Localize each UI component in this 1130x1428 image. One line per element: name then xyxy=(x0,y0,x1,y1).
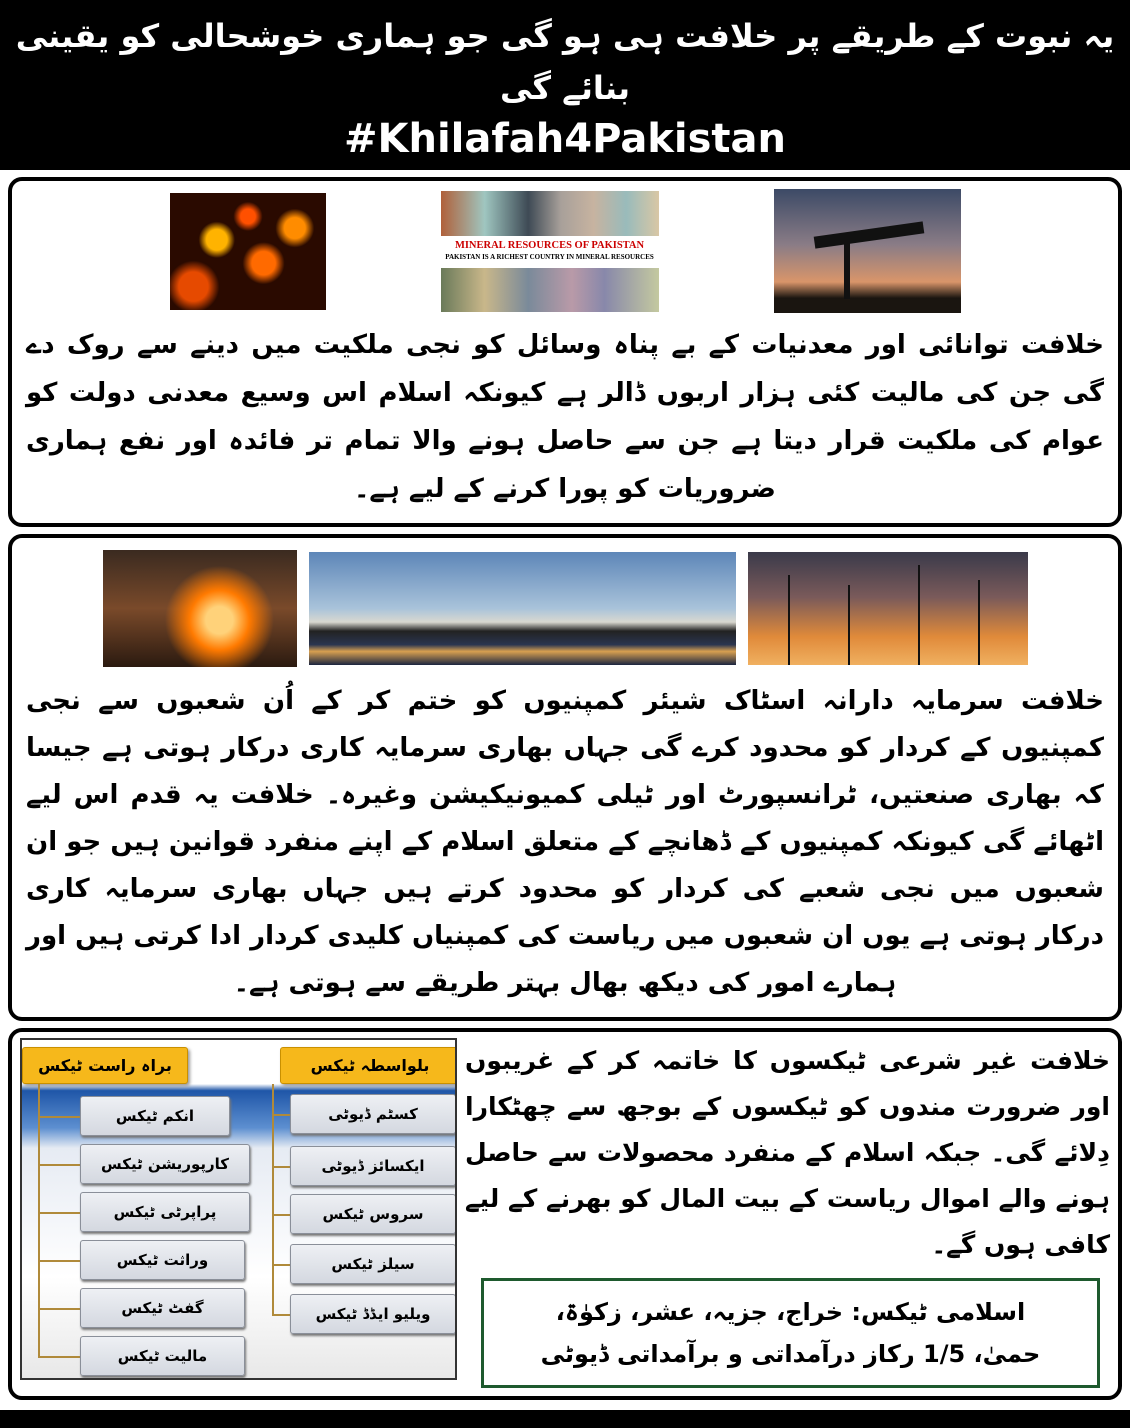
banner-title: یہ نبوت کے طریقے پر خلافت ہی ہو گی جو ہماری خوشحالی کو یقینی بنائے گی xyxy=(15,17,1115,107)
tax-chart xyxy=(20,1038,457,1380)
tax-item: پراپرٹی ٹیکس xyxy=(80,1192,250,1232)
industry-paragraph: خلافت سرمایہ دارانہ اسٹاک شیئر کمپنیوں کو ختم کر کے اُن شعبوں سے نجی کمپنیوں کے کردار کو محدود کرے گی جہاں بھاری سرمایہ کاری درکار ہوتی ہے جیسا کہ بھاری صنعتیں، ٹرانسپورٹ اور ٹیلی کمیونیکیشن وغیرہ۔ خلافت یہ قدم اس لیے اٹھائے گی کیونکہ کمپنیوں کے ڈھانچے کے متعلق اسلام کے اپنے منفرد قوانین ہیں جو ان شعبوں میں نجی شعبے کی کردار کو محدود کرتے ہیں جہاں بھاری سرمایہ کاری درکار ہوتی ہے یوں ان شعبوں میں ریاست کی کمپنیاں کلیدی کردار ادا کرتی ہیں اور ہمارے امور کی دیکھ بھال بہتر طریقے سے ہوتی ہے۔ xyxy=(26,686,1104,998)
oil-pumpjack-image xyxy=(774,189,961,313)
mineral-resources-image xyxy=(441,191,659,312)
coal-image xyxy=(170,193,326,310)
tax-item: انکم ٹیکس xyxy=(80,1096,230,1136)
tax-item: گفٹ ٹیکس xyxy=(80,1288,245,1328)
minerals-paragraph: خلافت توانائی اور معدنیات کے بے پناہ وسائل کو نجی ملکیت میں دینے سے روک دے گی جن کی مالیت کئی ہزار اربوں ڈالر ہے کیونکہ اسلام اس وسیع معدنی دولت کو عوام کی ملکیت قرار دیتا ہے جن سے حاصل ہونے والا تمام تر فائدہ اور نفع ہماری ضروریات کو پورا کرنے کے لیے ہے۔ xyxy=(26,330,1104,504)
taxes-paragraph: خلافت غیر شرعی ٹیکسوں کا خاتمہ کر کے غریبوں اور ضرورت مندوں کو ٹیکسوں کے بوجھ سے چھٹکارا دِلائے گی۔ جبکہ اسلام کے منفرد محصولات سے حاصل ہونے والے اموال ریاست کے بیت المال کو بھرنے کے لیے کافی ہوں گے۔ xyxy=(465,1046,1110,1259)
tax-item: وراثت ٹیکس xyxy=(80,1240,245,1280)
mineral-image-subtitle: PAKISTAN IS A RICHEST COUNTRY IN MINERAL RESOURCES xyxy=(445,253,654,262)
tax-item: ایکسائز ڈیوٹی xyxy=(290,1146,456,1186)
minerals-image-row xyxy=(26,189,1104,313)
industry-panel xyxy=(8,534,1122,1021)
islamic-taxes-box xyxy=(481,1278,1100,1388)
header-banner xyxy=(0,0,1130,170)
taxes-text-column xyxy=(465,1038,1110,1388)
steel-mill-image xyxy=(103,550,297,667)
power-towers-image xyxy=(748,552,1028,665)
direct-tax-header: براہ راست ٹیکس xyxy=(22,1047,188,1084)
mineral-image-title: MINERAL RESOURCES OF PAKISTAN xyxy=(454,240,645,252)
islamic-taxes-line1: اسلامی ٹیکس: خراج، جزیہ، عشر، زکوٰۃ، xyxy=(555,1298,1026,1326)
tax-item: ویلیو ایڈڈ ٹیکس xyxy=(290,1294,456,1334)
industry-image-row xyxy=(26,546,1104,670)
tax-item: کسٹم ڈیوٹی xyxy=(290,1094,456,1134)
islamic-taxes-line2: حمیٰ، 1/5 رکاز درآمداتی و برآمداتی ڈیوٹی xyxy=(540,1340,1041,1368)
indirect-tax-header: بلواسطہ ٹیکس xyxy=(280,1047,457,1084)
tax-item: کارپوریشن ٹیکس xyxy=(80,1144,250,1184)
refinery-image xyxy=(309,552,736,665)
hashtag[interactable]: #Khilafah4Pakistan xyxy=(343,116,787,162)
minerals-panel xyxy=(8,177,1122,527)
tax-item: مالیت ٹیکس xyxy=(80,1336,245,1376)
tax-item: سروس ٹیکس xyxy=(290,1194,456,1234)
taxes-panel xyxy=(8,1028,1122,1400)
tax-item: سیلز ٹیکس xyxy=(290,1244,456,1284)
footer-bar xyxy=(0,1410,1130,1428)
